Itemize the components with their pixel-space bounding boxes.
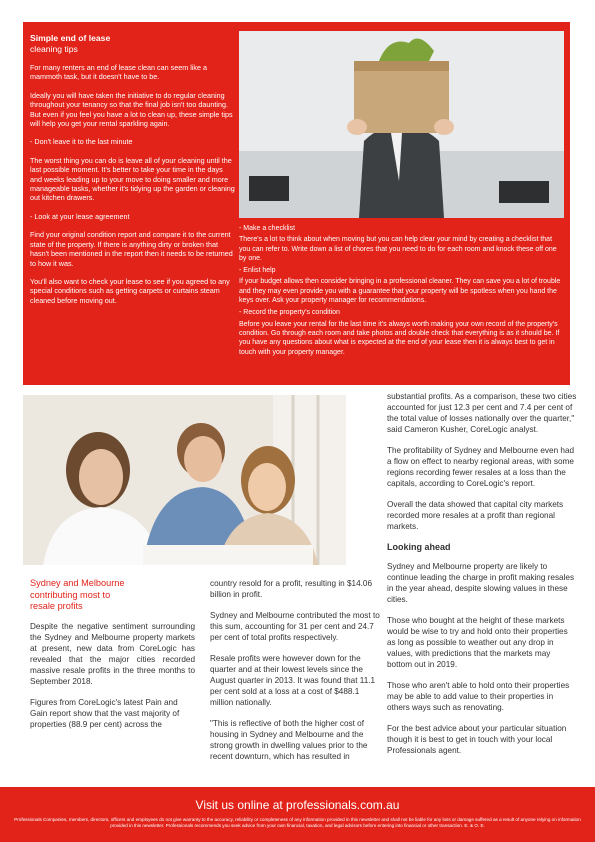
article-column-2 xyxy=(210,578,382,772)
article-paragraph: "This is reflective of both the higher cost of housing in Sydney and Melbourne and the strong growth in dwelling values prior to the recent downturn, which has resulted in xyxy=(210,719,368,761)
tips-paragraph: There's a lot to think about when moving but you can help clear your mind by creating a checklist that you can refer to. Write down a list of chores that you need to do for each room and knock these off one by one. xyxy=(239,236,557,262)
article-paragraph: country resold for a profit, resulting in $14.06 billion in profit. xyxy=(210,579,373,599)
looking-ahead-heading: Looking ahead xyxy=(387,542,451,552)
tips-title: Simple end of lease xyxy=(30,33,111,43)
article-heading-line: resale profits xyxy=(30,601,83,611)
article-heading-line: contributing most to xyxy=(30,589,111,600)
family-illustration xyxy=(23,395,346,565)
article-heading xyxy=(30,578,195,613)
article-paragraph: Despite the negative sentiment surrounding the Sydney and Melbourne property markets at present, new data from CoreLogic has revealed that the major cities recorded massive resale profits in the three months to September 2018. xyxy=(30,621,195,686)
article-paragraph: Resale profits were however down for the quarter and at their lowest levels since the August quarter in 2013. It was found that 11.1 per cent sold at a loss at a cost of $488.1 million nationally. xyxy=(210,654,376,707)
tip-heading: - Record the property's condition xyxy=(239,309,340,317)
tips-paragraph: Before you leave your rental for the last time it's always worth making your own record of the property's condition. Go through each room and take photos and double check that everything is as it should be. If you have any questions about what is expected at the end of your lease then it is always best to get in touch with your property manager. xyxy=(239,320,560,356)
tips-paragraph: If your budget allows then consider bringing in a professional cleaner. They can save you a lot of trouble and they may even provide you with a guarantee that your property will be spotless when you hand the keys over. Ask your property manager for recommendations. xyxy=(239,278,561,305)
tip-heading: - Don't leave it to the last minute xyxy=(30,137,133,147)
tips-paragraph: Ideally you will have taken the initiative to do regular cleaning throughout your tenancy so that the final job isn't too daunting. But even if you feel you have a lot to clean up, these simple tips will help you get your rental sparkling again. xyxy=(30,90,233,129)
tips-subtitle: cleaning tips xyxy=(30,43,78,54)
article-paragraph: Those who aren't able to hold onto their properties may be able to add value to their properties in others ways such as renovating. xyxy=(387,681,570,712)
article-paragraph: Those who bought at the height of these markets would be wise to try and hold onto their properties as long as possible to weather out any drop in values, with predictions that the markets may bottom out in 2019. xyxy=(387,616,568,669)
article-paragraph: For the best advice about your particular situation though it is best to get in touch with your local Professionals agent. xyxy=(387,724,567,755)
tips-right-column xyxy=(239,222,565,360)
article-paragraph: Overall the data showed that capital city markets recorded more resales at a profit than regional markets. xyxy=(387,500,564,531)
disclaimer-text: Professionals Companies, members, directors, officers and employees do not give warranty to the accuracy, reliability or completeness of any information provided in this newsletter and shall not be liable for any loss or damage suffered as a result of anyone relying on information provided in this newsletter. Professionals recommends you seek advice from your own financial, taxation, and legal advisors before entering into financial or other transaction. E. & O. E. xyxy=(14,817,581,828)
man-holding-box-illustration xyxy=(239,31,564,218)
tips-paragraph: Find your original condition report and compare it to the current state of the property. If there is anything dirty or broken that hasn't been mentioned in the report then it needs to be returned to how it was. xyxy=(30,230,233,268)
article-column-3 xyxy=(387,391,577,766)
article-heading-line: Sydney and Melbourne xyxy=(30,578,125,588)
article-paragraph: Sydney and Melbourne contributed the most to this sum, accounting for 31 per cent and 24.7 per cent of total profits respectively. xyxy=(210,611,380,642)
article-paragraph: The profitability of Sydney and Melbourne even had a flow on effect to nearby regional areas, with some regions recording fewer resales at a loss than the capitals, according to CoreLogic's report. xyxy=(387,446,575,488)
article-paragraph: Sydney and Melbourne property are likely to continue leading the charge in profit making resales in the year ahead, despite slowing values in these cities. xyxy=(387,562,575,604)
tip-heading: - Look at your lease agreement xyxy=(30,211,130,221)
article-column-1 xyxy=(30,578,195,740)
article-paragraph: substantial profits. As a comparison, these two cities accounted for just 12.3 per cent and 7.4 per cent of the total value of losses nationally over the quarter," said Cameron Kusher, CoreLogic analyst. xyxy=(387,392,577,434)
tip-heading: - Make a checklist xyxy=(239,225,296,232)
tips-paragraph: The worst thing you can do is leave all of your cleaning until the last possible moment. It's better to take your time in the days and weeks leading up to your move to doing smaller and more manageable tasks, whether it's tidying up the garden or cleaning out kitchen drawers. xyxy=(30,155,235,203)
website-link[interactable]: Visit us online at professionals.com.au xyxy=(195,798,400,812)
tips-paragraph: You'll also want to check your lease to see if you agreed to any special conditions such as getting carpets or curtains steam cleaned before moving out. xyxy=(30,276,230,305)
cleaning-tips-panel xyxy=(23,22,570,385)
tips-left-column xyxy=(30,33,235,314)
moving-box-photo xyxy=(239,31,564,218)
family-photo xyxy=(23,395,346,565)
tip-heading: - Enlist help xyxy=(239,267,276,275)
tips-paragraph: For many renters an end of lease clean can seem like a mammoth task, but it doesn't have to be. xyxy=(30,63,207,82)
article-paragraph: Figures from CoreLogic's latest Pain and Gain report show that the vast majority of properties (88.9 per cent) across the xyxy=(30,697,180,729)
footer-bar xyxy=(0,787,595,842)
